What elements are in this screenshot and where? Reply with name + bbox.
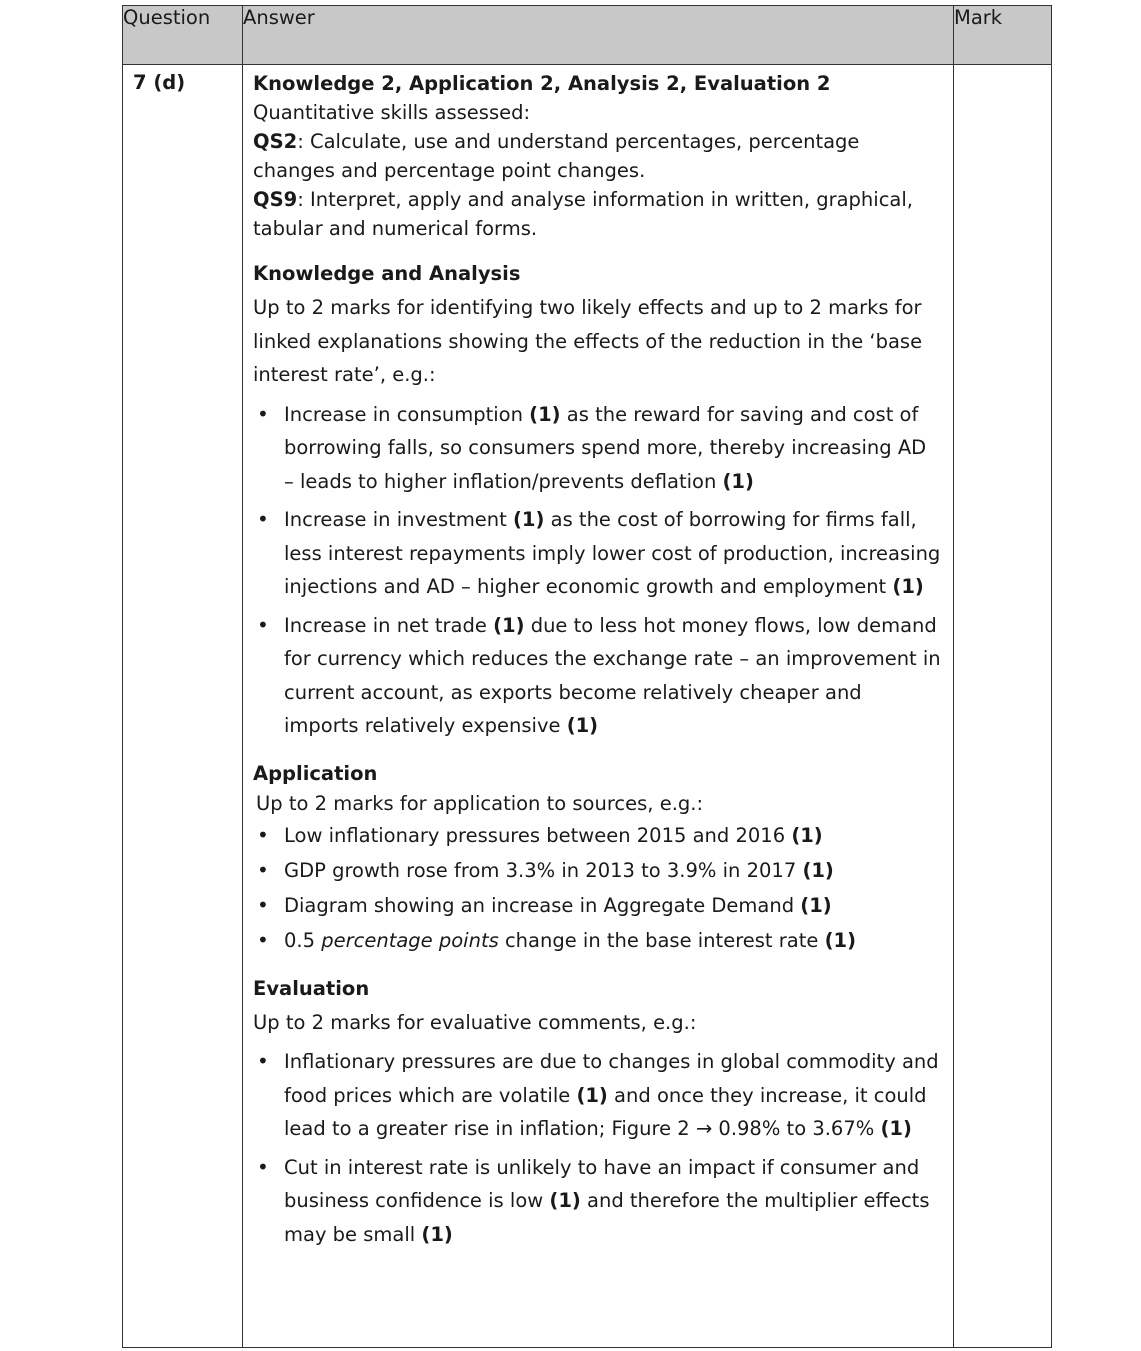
question-number: 7 (d) bbox=[123, 65, 243, 1348]
mark-header: Mark bbox=[954, 6, 1052, 65]
knowledge-analysis-intro: Up to 2 marks for identifying two likely effects and up to 2 marks for linked explanations showing the effects of the reduction in the ‘base interest rate’, e.g.: bbox=[253, 296, 923, 386]
summary-block bbox=[253, 69, 941, 243]
qs9-line bbox=[253, 185, 941, 243]
qs2-line bbox=[253, 127, 941, 185]
application-intro: Up to 2 marks for application to sources, e.g.: bbox=[256, 791, 704, 815]
qs2-text: : Calculate, use and understand percentages, percentage changes and percentage point changes. bbox=[253, 130, 860, 182]
list-item: • Cut in interest rate is unlikely to have an impact if consumer and business confidence is low (1) and therefore the multiplier effects may be small (1) bbox=[253, 1151, 941, 1252]
application-section bbox=[253, 759, 941, 958]
evaluation-title: Evaluation bbox=[253, 976, 370, 1000]
evaluation-intro: Up to 2 marks for evaluative comments, e.g.: bbox=[253, 1010, 697, 1034]
list-item: • Low inflationary pressures between 2015 and 2016 (1) bbox=[253, 818, 941, 853]
mark-cell bbox=[954, 65, 1052, 1348]
answer-cell bbox=[243, 65, 954, 1348]
knowledge-analysis-section bbox=[253, 259, 941, 743]
header-row bbox=[123, 6, 1052, 65]
assessment-objectives-heading: Knowledge 2, Application 2, Analysis 2, Evaluation 2 bbox=[253, 72, 831, 95]
application-title: Application bbox=[253, 761, 378, 785]
list-item: • Increase in consumption (1) as the reward for saving and cost of borrowing falls, so consumers spend more, thereby increasing AD – leads to higher inflation/prevents deflation (1) bbox=[253, 398, 941, 499]
application-list bbox=[253, 818, 941, 958]
list-item: • Inflationary pressures are due to changes in global commodity and food prices which are volatile (1) and once they increase, it could lead to a greater rise in inflation; Figure 2 → 0.98% to 3.67% (1) bbox=[253, 1045, 941, 1146]
qs2-label: QS2 bbox=[253, 130, 298, 153]
evaluation-section bbox=[253, 974, 941, 1252]
list-item: • Increase in investment (1) as the cost of borrowing for firms fall, less interest repayments imply lower cost of production, increasing injections and AD – higher economic growth and employment (1) bbox=[253, 503, 941, 604]
mark-scheme-table bbox=[122, 5, 1052, 1348]
qs9-label: QS9 bbox=[253, 188, 298, 211]
list-item: • Diagram showing an increase in Aggregate Demand (1) bbox=[253, 888, 941, 923]
answer-row bbox=[123, 65, 1052, 1348]
knowledge-analysis-list bbox=[253, 398, 941, 743]
answer-header: Answer bbox=[243, 6, 954, 65]
evaluation-list bbox=[253, 1045, 941, 1251]
qs9-text: : Interpret, apply and analyse information in written, graphical, tabular and numerical forms. bbox=[253, 188, 913, 240]
question-header: Question bbox=[123, 6, 243, 65]
list-item: • GDP growth rose from 3.3% in 2013 to 3.9% in 2017 (1) bbox=[253, 853, 941, 888]
list-item: • 0.5 percentage points change in the base interest rate (1) bbox=[253, 923, 941, 958]
qs-intro: Quantitative skills assessed: bbox=[253, 101, 531, 124]
knowledge-analysis-title: Knowledge and Analysis bbox=[253, 262, 521, 285]
list-item: • Increase in net trade (1) due to less hot money flows, low demand for currency which reduces the exchange rate – an improvement in current account, as exports become relatively cheaper and imports relatively expensive (1) bbox=[253, 609, 941, 743]
